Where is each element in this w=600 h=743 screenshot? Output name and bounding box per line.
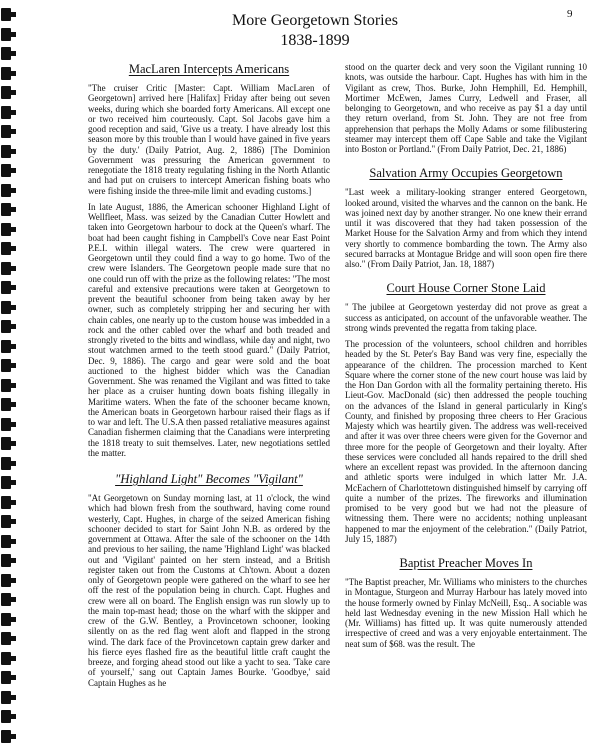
paragraph: The procession of the volunteers, school children and horribles headed by the St. Peter's Bay Band was very fine, especially the appearance of the children. The procession marched to Kent Square where the corner stone of the new court house was laid by the Hon Dan Gordon with all the formality pertaining thereto. His Lieut-Gov. MacDonald (sic) then addressed the people touching on the advances of the Island in general particularly in King's County, and finished by proposing three cheers to Her Gracious Majesty which was heartily given. The address was well-received and after it was over three cheers were given for the Governor and three more for the people of Georgetown and their loyalty. After these services were concluded all hands repaired to the drill shed where an excellent repast was provided. In the afternoon dancing and athletic sports were indulged in which latter Mr. J.A. McEachern of Charlottetown distinguished himself by carrying off quite a number of the prizes. The fireworks and illumination promised to be very good but we had not the pleasure of witnessing them. There were no accidents; nothing unpleasant happened to mar the enjoyment of the celebration." (Daily Patriot, July 15, 1887) [345, 339, 587, 544]
page-years: 1838-1899 [280, 32, 350, 49]
binding-ring [1, 418, 11, 431]
binding-ring [1, 379, 11, 392]
section-title-highland-light: "Highland Light" Becomes "Vigilant" [115, 472, 303, 486]
section-title-baptist: Baptist Preacher Moves In [399, 556, 533, 570]
binding-ring [1, 242, 11, 255]
binding-ring [1, 574, 11, 587]
binding-ring [1, 125, 11, 138]
binding-ring [1, 28, 11, 41]
binding-ring [1, 535, 11, 548]
paragraph: In late August, 1886, the American schooner Highland Light of Wellfleet, Mass. was seized by the Canadian Cutter Howlett and taken into Georgetown harbour to dock at the Queen's wharf. The boat had been caught fishing in Campbell's Cove near East Point P.E.I. within illegal waters. The crew were quartered in Georgetown until they could find a way to go home. Two of the crew were Islanders. The Georgetown people made sure that no one could run off with the prize as the following relates: "The most careful and extensive precautions were taken at Georgetown to prevent the beautiful schooner from being taken away by her owner, such as completely stripping her and securing her with chain cables, one nearly up to the custom house was imbedded in a rock and the other cabled over the wharf and both treaded and strongly riveted to the bitts and windlass, while day and night, two stout watchmen armed to the teeth stood guard." (Daily Patriot, Dec. 9, 1886). The cargo and gear were sold and the boat auctioned to the highest bidder which was the Canadian Government. She was renamed the Vigilant and was fitted to take her place as a cruiser hunting down boats fishing illegally in Maritime waters. When the fate of the schooner became known, the American boats in Georgetown harbour raised their flags as if to war and left. The U.S.A then passed retaliative measures against Canadian fishermen claiming that the Canadians were interpreting the 1818 treaty to suit themselves. Later, new negotiations settled the matter. [88, 201, 330, 458]
section-title-court-house: Court House Corner Stone Laid [386, 281, 546, 296]
binding-ring [1, 671, 11, 684]
binding-ring [1, 457, 11, 470]
binding-ring [1, 652, 11, 665]
binding-ring [1, 223, 11, 236]
page-title: More Georgetown Stories [232, 12, 398, 29]
binding-ring [1, 164, 11, 177]
binding-ring [1, 554, 11, 567]
binding-ring [1, 301, 11, 314]
binding-ring [1, 437, 11, 450]
binding-ring [1, 730, 11, 743]
binding-ring [1, 106, 11, 119]
binding-ring [1, 476, 11, 489]
binding-ring [1, 320, 11, 333]
section-title-salvation-army: Salvation Army Occupies Georgetown [369, 166, 563, 181]
binding-ring [1, 593, 11, 606]
section-title-maclaren: MacLaren Intercepts Americans [128, 62, 290, 76]
paragraph: "Last week a military-looking stranger entered Georgetown, looked around, visited the wharves and the cannon on the bank. He was joined next day by another stranger. No one knew their errand until it was discovered that they had taken possession of the Market House for the Salvation Army and from which they intend very shortly to commence bombarding the town. The Army also secured barracks at Montague Bridge and will soon open fire there also." (From Daily Patriot, Jan. 18, 1887) [345, 187, 587, 269]
binding-ring [1, 145, 11, 158]
binding-ring [1, 359, 11, 372]
binding-ring [1, 8, 11, 21]
binding-ring [1, 262, 11, 275]
binding-ring [1, 710, 11, 723]
paragraph: "At Georgetown on Sunday morning last, at 11 o'clock, the wind which had blown fresh from the southward, having come round westerly, Capt. Hughes, in charge of the seized American fishing schooner decided to start for Saint John N.B. as ordered by the government at Ottawa. After the sale of the schooner on the 14th and previous to her sailing, the name 'Highland Light' was blacked out and 'Vigilant' painted on her stern instead, and a British register taken out from the Customs at Ch'town. About a dozen only of Georgetown people were gathered on the wharf to see her off the rest of the population being in church. Capt. Hughes and crew were all on board. The English ensign was run slowly up to the main top-mast head; those on the wharf with the skipper and crew of the G.W. Bentley, a Provincetown schooner, looking silently on as the red flag went aloft and flapped in the strong wind. The dark face of the Provincetown captain grew darker and his fierce eyes flashed fire as the beautiful little craft caught the breeze, and forging ahead stood out like a yacht to sea. 'Take care of yourself,' sang out Captain James Bourke. 'Goodbye,' said Captain Hughes as he [88, 493, 330, 688]
binding-ring [1, 86, 11, 99]
right-column [345, 62, 587, 655]
page-header [200, 11, 430, 51]
paragraph: "The cruiser Critic [Master: Capt. William MacLaren of Georgetown] arrived here [Halifax] Friday after being out seven weeks, during which she boarded forty Americans. All except one or two received him courteously. Capt. Sol Jacobs gave him a good reception and said, 'Give us a treaty. I have already lost this season more by this trouble than I would have gained in five years by the duty.' (Daily Patriot, Aug. 2, 1886) [The Dominion Government was pressuring the American government to renegotiate the 1818 treaty regulating fishing in the North Atlantic and had put on cruisers to intercept American fishing boats who were fishing inside the three-mile limit and evading customs.] [88, 83, 330, 196]
binding-ring [1, 398, 11, 411]
binding-ring [1, 515, 11, 528]
binding-ring [1, 203, 11, 216]
page-number: 9 [567, 8, 573, 20]
binding-ring [1, 47, 11, 60]
binding-ring [1, 496, 11, 509]
binding-ring [1, 281, 11, 294]
left-column [88, 62, 330, 694]
binding-ring [1, 691, 11, 704]
binding-ring [1, 632, 11, 645]
paragraph: "The Baptist preacher, Mr. Williams who ministers to the churches in Montague, Sturgeon and Murray Harbour has lately moved into the house formerly owned by Finlay McNeill, Esq.. A sociable was held last Wednesday evening in the new Mission Hall which he (Mr. Williams) has fitted up. It was quite numerously attended irrespective of creed and was a very enjoyable entertainment. The neat sum of $68. was the result. The [345, 577, 587, 649]
paragraph: stood on the quarter deck and very soon the Vigilant running 10 knots, was outside the harbour. Capt. Hughes has with him in the Vigilant as crew, Thos. Burke, John Hemphill, Ed. Hemphill, Mortimer McEwen, James Curry, Ledwell and Fraser, all belonging to Georgetown, and who receive as pay $1 a day until they return overland, from St. John. They are not free from apprehension that perhaps the Molly Adams or some filibustering steamer may intercept them off Cape Sable and take the Vigilant into Boston or Portland." (From Daily Patriot, Dec. 21, 1886) [345, 62, 587, 154]
spiral-binding [0, 0, 20, 740]
paragraph: " The jubilee at Georgetown yesterday did not prove as great a success as anticipated, on account of the unfavorable weather. The strong winds prevented the regatta from taking place. [345, 302, 587, 333]
binding-ring [1, 613, 11, 626]
binding-ring [1, 67, 11, 80]
binding-ring [1, 184, 11, 197]
binding-ring [1, 340, 11, 353]
